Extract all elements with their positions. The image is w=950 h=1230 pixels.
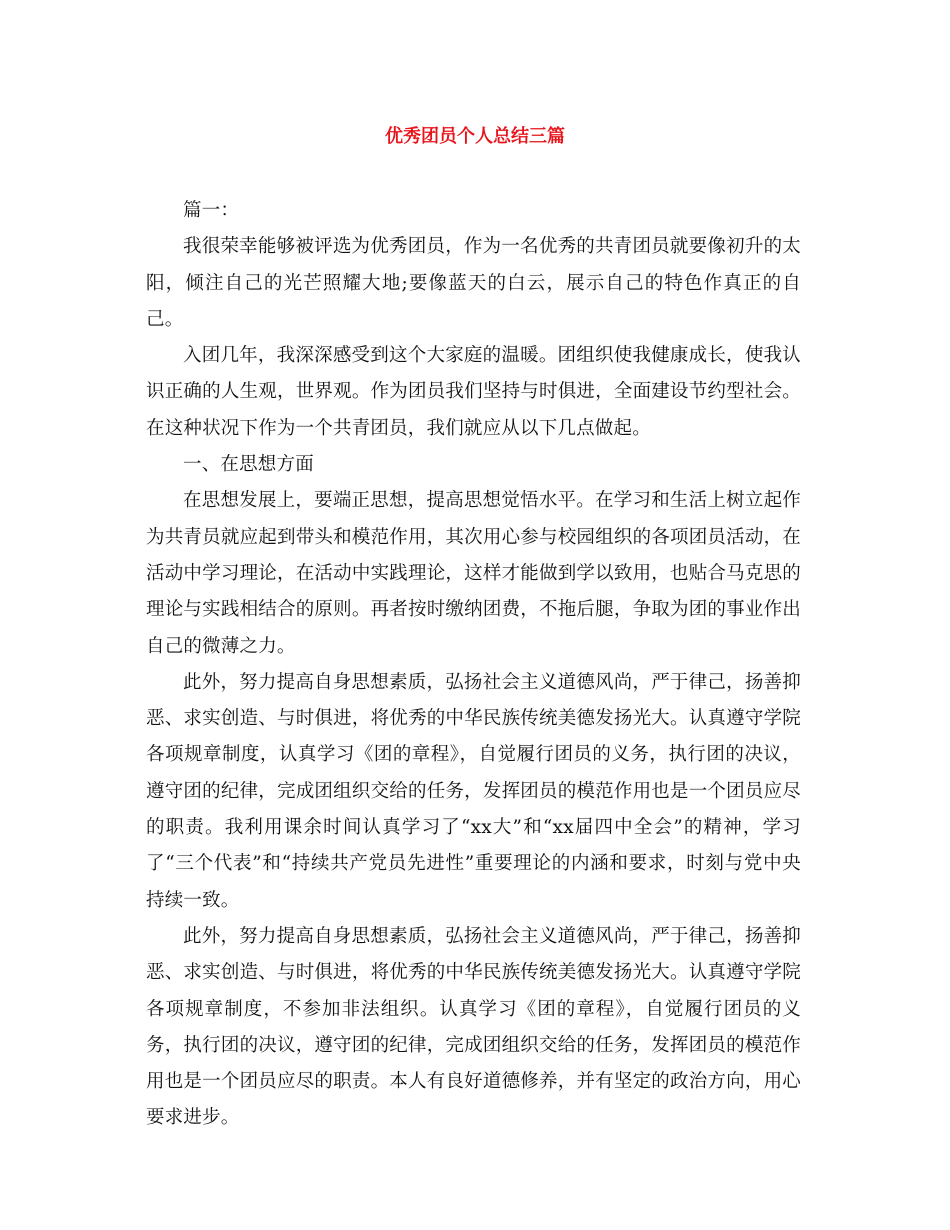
paragraph: 在思想发展上，要端正思想，提高思想觉悟水平。在学习和生活上树立起作为共青员就应起到带头和模范作用，其次用心参与校园组织的各项团员活动，在活动中学习理论，在活动中实践理论，这样才能做到学以致用，也贴合马克思的理论与实践相结合的原则。再者按时缴纳团费，不拖后腿，争取为团的事业作出自己的微薄之力。 — [146, 490, 801, 657]
document-title: 优秀团员个人总结三篇 — [385, 126, 565, 147]
paragraph: 此外，努力提高自身思想素质，弘扬社会主义道德风尚，严于律己，扬善抑恶、求实创造、与时俱进，将优秀的中华民族传统美德发扬光大。认真遵守学院各项规章制度，认真学习《团的章程》，自觉履行团员的义务，执行团的决议，遵守团的纪律，完成团组织交给的任务，发挥团员的模范作用也是一个团员应尽的职责。我利用课余时间认真学习了“xx大”和“xx届四中全会”的精神，学习了“三个代表”和“持续共产党员先进性”重要理论的内涵和要求，时刻与党中央持续一致。 — [146, 671, 801, 911]
paragraph: 入团几年，我深深感受到这个大家庭的温暖。团组织使我健康成长，使我认识正确的人生观，世界观。作为团员我们坚持与时俱进，全面建设节约型社会。在这种状况下作为一个共青团员，我们就应从以下几点做起。 — [146, 345, 801, 439]
paragraph-section-heading: 篇一： — [183, 200, 240, 221]
paragraph: 我很荣幸能够被评选为优秀团员，作为一名优秀的共青团员就要像初升的太阳，倾注自己的光芒照耀大地;要像蓝天的白云，展示自己的特色作真正的自己。 — [146, 236, 801, 330]
paragraph-subheading: 一、在思想方面 — [183, 454, 314, 476]
document-body — [146, 193, 801, 1137]
paragraph: 此外，努力提高自身思想素质，弘扬社会主义道德风尚，严于律己，扬善抑恶、求实创造、与时俱进，将优秀的中华民族传统美德发扬光大。认真遵守学院各项规章制度，不参加非法组织。认真学习《团的章程》，自觉履行团员的义务，执行团的决议，遵守团的纪律，完成团组织交给的任务，发挥团员的模范作用也是一个团员应尽的职责。本人有良好道德修养，并有坚定的政治方向，用心要求进步。 — [146, 925, 801, 1129]
